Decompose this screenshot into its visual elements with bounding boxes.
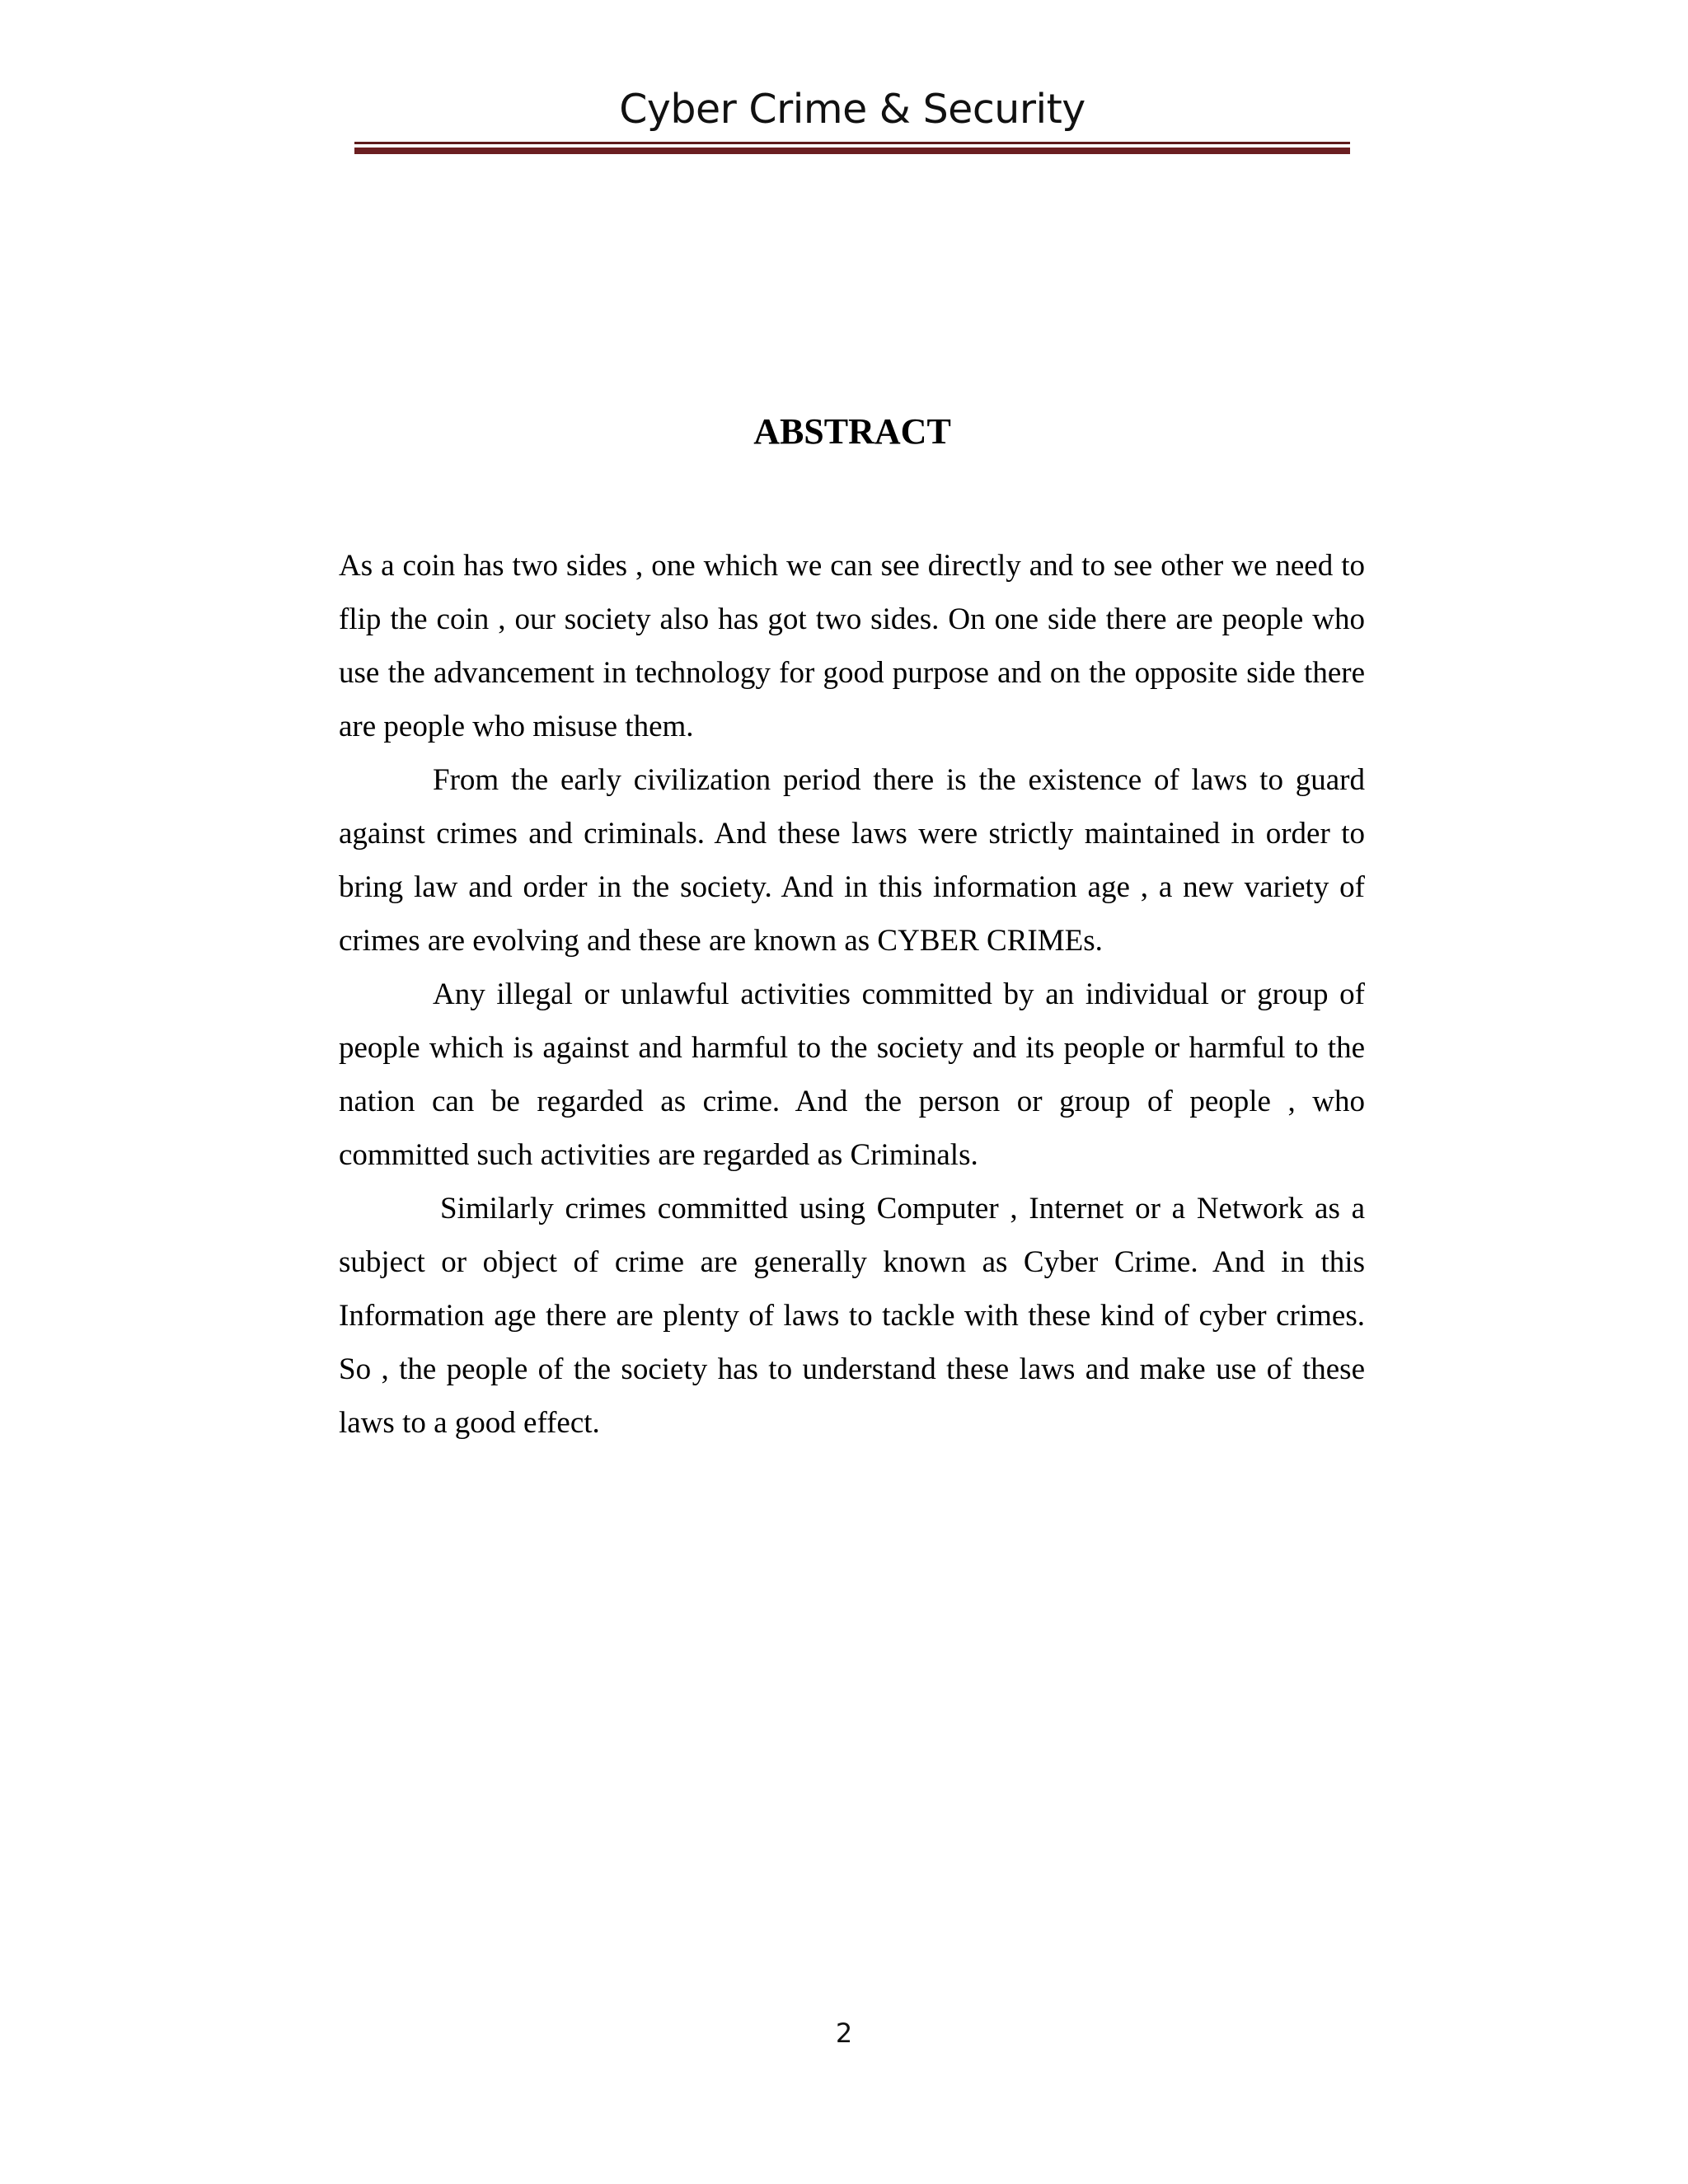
paragraph-2: From the early civilization period there is the existence of laws to guard against crimes and criminals. And these laws were strictly maintained in order to bring law and order in the society. And in this information age , a new variety of crimes are evolving and these are known as CYBER CRIMEs.	[339, 763, 1365, 958]
paragraph-3: Any illegal or unlawful activities committed by an individual or group of people which is against and harmful to the society and its people or harmful to the nation can be regarded as crime. And the person or group of people , who committed such activities are regarded as Criminals.	[339, 977, 1365, 1172]
abstract-body	[339, 539, 1365, 1450]
header-rule-thick	[354, 148, 1350, 154]
header-rule-thin	[354, 142, 1350, 144]
running-header-title: Cyber Crime & Security	[619, 86, 1085, 133]
paragraph-1: As a coin has two sides , one which we can see directly and to see other we need to flip the coin , our society also has got two sides. On one side there are people who use the advancement in technology for good purpose and on the opposite side there are people who misuse them.	[339, 549, 1365, 743]
abstract-heading: ABSTRACT	[753, 411, 951, 452]
paragraph-4: Similarly crimes committed using Computer , Internet or a Network as a subject or object of crime are generally known as Cyber Crime. And in this Information age there are plenty of laws to tackle with these kind of cyber crimes. So , the people of the society has to understand these laws and make use of these laws to a good effect.	[339, 1192, 1365, 1440]
page-number: 2	[835, 2018, 853, 2049]
